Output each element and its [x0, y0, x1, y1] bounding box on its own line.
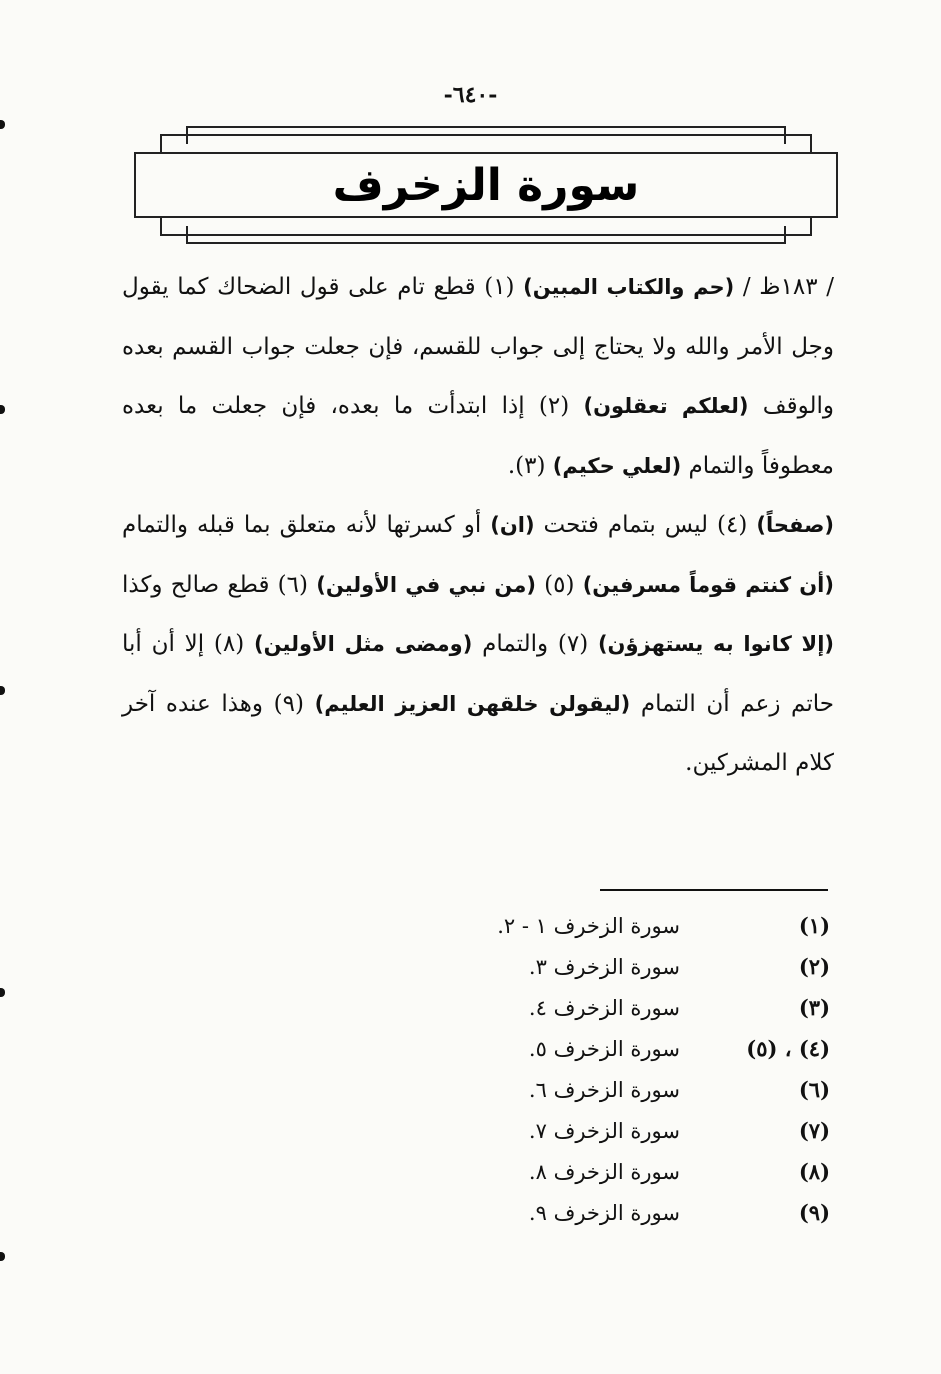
- text-run: أو كسرتها لأنه متعلق بما قبله والتمام: [122, 512, 491, 538]
- title-box: [134, 152, 838, 218]
- footnote-row: [400, 1110, 830, 1151]
- body-text: [122, 258, 834, 794]
- text-run: (٤) ليس بتمام فتحت: [534, 512, 757, 538]
- footnote-marker: (٧): [798, 1118, 830, 1143]
- footnote-row: [400, 1069, 830, 1110]
- margin-mark: [0, 120, 5, 129]
- text-run: (٨) إلا أن أبا حاتم زعم أن التمام: [122, 631, 834, 717]
- margin-mark: [0, 405, 5, 414]
- text-run: (٦) قطع صالح وكذا: [122, 571, 317, 598]
- quran-quote: (ومضى مثل الأولين): [254, 632, 473, 656]
- text-run: (٢) إذا ابتدأت ما بعده، فإن جعلت ما بعده معطوفاً والتمام: [122, 393, 834, 479]
- text-run: / ١٨٣ظ /: [734, 274, 834, 300]
- frame-outer-bottom: [186, 226, 786, 244]
- footnote-marker: (٢): [798, 954, 830, 979]
- footnote-separator: [600, 889, 828, 891]
- footnote-reference: سورة الزخرف ٨.: [528, 1159, 680, 1184]
- quran-quote: (لعلكم تعقلون): [583, 394, 749, 418]
- text-run: (٩) وهذا عنده آخر كلام المشركين.: [122, 690, 834, 776]
- quran-quote: (من نبي في الأولين): [316, 572, 536, 597]
- quran-quote: (حم والكتاب المبين): [523, 275, 735, 299]
- margin-mark: [0, 988, 5, 997]
- text-run: (١) قطع تام على قول الضحاك كما يقول وجل الأمر والله ولا يحتاج إلى جواب للقسم، فإن جعلت جواب القسم بعده والوقف: [122, 274, 834, 419]
- footnote-row: [400, 1192, 830, 1233]
- text-run: (٧) والتمام: [472, 631, 598, 657]
- text-run: (٥): [535, 571, 583, 598]
- text-run: (٣).: [507, 452, 553, 479]
- footnote-reference: سورة الزخرف ٥.: [528, 1036, 680, 1061]
- page-number: -٦٤٠-: [443, 82, 498, 108]
- surah-title: سورة الزخرف: [332, 159, 640, 211]
- footnote-marker: (٨): [798, 1159, 830, 1184]
- footnote-row: [400, 1151, 830, 1192]
- title-frame: [134, 126, 838, 244]
- footnote-marker: (٤) ، (٥): [746, 1036, 830, 1061]
- footnote-row: [400, 946, 830, 987]
- quran-quote: (ان): [490, 513, 535, 537]
- paragraph-2: [122, 496, 834, 794]
- footnote-row: [400, 987, 830, 1028]
- footnote-marker: (٦): [798, 1077, 830, 1102]
- quran-quote: (أن كنتم قوماً مسرفين): [582, 572, 834, 597]
- footnote-marker: (١): [798, 913, 830, 938]
- footnote-row: [400, 1028, 830, 1069]
- footnote-reference: سورة الزخرف ٦.: [528, 1077, 680, 1102]
- footnote-reference: سورة الزخرف ١ - ٢.: [497, 913, 680, 938]
- footnote-reference: سورة الزخرف ٤.: [528, 995, 680, 1020]
- quran-quote: (ليقولن خلقهن العزيز العليم): [314, 691, 631, 716]
- footnote-marker: (٣): [798, 995, 830, 1020]
- quran-quote: (إلا كانوا به يستهزؤن): [597, 632, 834, 656]
- quran-quote: (لعلي حكيم): [552, 453, 682, 478]
- footnote-marker: (٩): [798, 1200, 830, 1225]
- footnote-row: [400, 905, 830, 946]
- footnote-reference: سورة الزخرف ٣.: [528, 954, 680, 979]
- quran-quote: (صفحاً): [756, 513, 834, 537]
- footnote-reference: سورة الزخرف ٧.: [528, 1118, 680, 1143]
- margin-mark: [0, 686, 5, 695]
- frame-inner-top: [160, 134, 812, 154]
- footnote-reference: سورة الزخرف ٩.: [528, 1200, 680, 1225]
- paragraph-1: [122, 258, 834, 496]
- margin-mark: [0, 1252, 5, 1261]
- footnotes: [400, 905, 830, 1233]
